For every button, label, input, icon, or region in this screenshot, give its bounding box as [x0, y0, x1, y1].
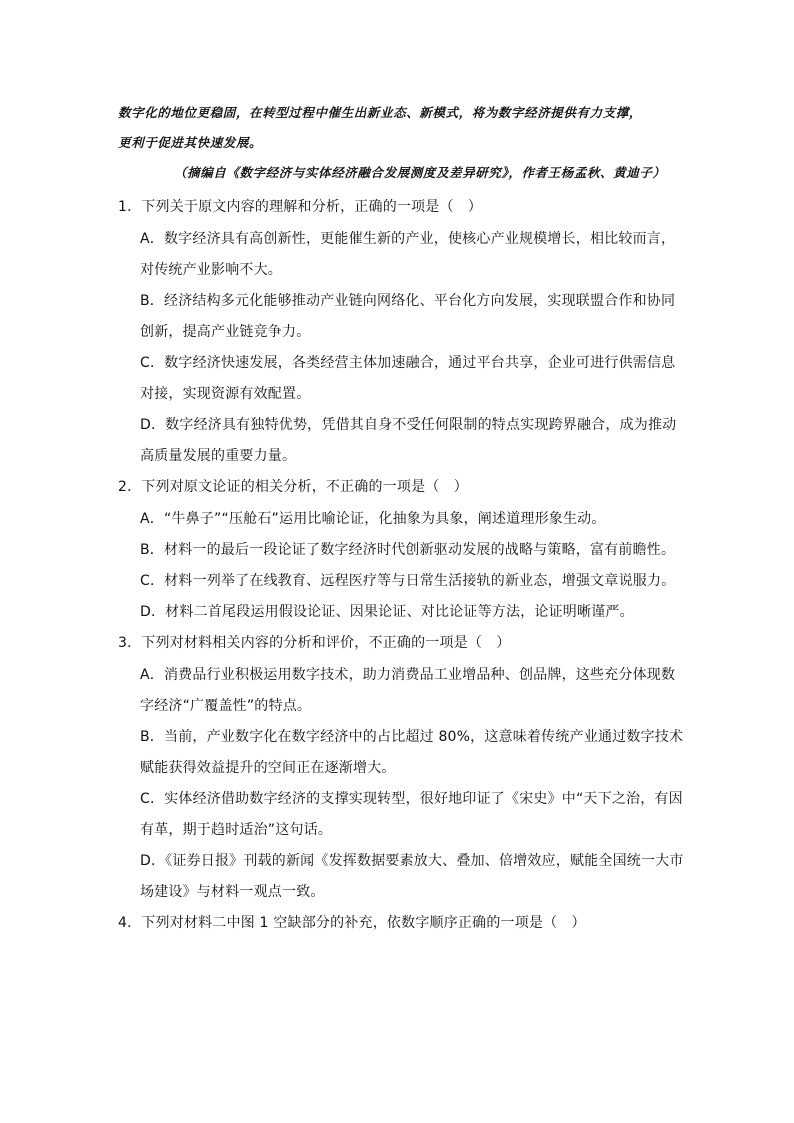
question-4-stem: 4．下列对材料二中图 1 空缺部分的补充，依数字顺序正确的一项是（ ）: [118, 915, 586, 931]
q1-option-c-cont: 对接，实现资源有效配置。: [140, 386, 311, 402]
q1-option-d: D．数字经济具有独特优势，凭借其自身不受任何限制的特点实现跨界融合，成为推动: [140, 417, 677, 433]
q3-option-c-cont: 有革，期于趋时适治”这句话。: [140, 822, 333, 838]
q1-option-d-cont: 高质量发展的重要力量。: [140, 448, 297, 464]
q2-option-a: A．“牛鼻子”“压舱石”运用比喻论证，化抽象为具象，阐述道理形象生动。: [140, 511, 606, 527]
passage-line-2: 更利于促进其快速发展。: [118, 135, 263, 150]
q3-option-a: A．消费品行业积极运用数字技术，助力消费品工业增品种、创品牌，这些充分体现数: [140, 667, 676, 683]
passage-line-1: 数字化的地位更稳固，在转型过程中催生出新业态、新模式，将为数字经济提供有力支撑，: [118, 105, 643, 120]
q1-option-b: B．经济结构多元化能够推动产业链向网络化、平台化方向发展，实现联盟合作和协同: [140, 293, 676, 309]
q3-option-c: C．实体经济借助数字经济的支撑实现转型，很好地印证了《宋史》中“天下之治，有因: [140, 791, 683, 807]
q3-option-b-cont: 赋能获得效益提升的空间正在逐渐增大。: [140, 760, 396, 776]
passage-source: （摘编自《数字经济与实体经济融合发展测度及差异研究》，作者王杨孟秋、黄迪子）: [174, 165, 666, 180]
q3-option-d-cont: 场建设》与材料一观点一致。: [140, 884, 325, 900]
q1-option-a: A．数字经济具有高创新性，更能催生新的产业，使核心产业规模增长，相比较而言，: [140, 231, 676, 247]
q2-option-d: D．材料二首尾段运用假设论证、因果论证、对比论证等方法，论证明晰谨严。: [140, 604, 634, 620]
question-1-stem: 1．下列关于原文内容的理解和分析，正确的一项是（ ）: [118, 199, 483, 215]
q2-option-c: C．材料一列举了在线教育、远程医疗等与日常生活接轨的新业态，增强文章说服力。: [140, 573, 676, 589]
q3-option-d: D．《证券日报》刊载的新闻《发挥数据要素放大、叠加、倍增效应，赋能全国统一大市: [140, 853, 684, 869]
question-2-stem: 2．下列对原文论证的相关分析，不正确的一项是（ ）: [118, 479, 468, 495]
question-3-stem: 3．下列对材料相关内容的分析和评价，不正确的一项是（ ）: [118, 635, 511, 651]
q2-option-b: B．材料一的最后一段论证了数字经济时代创新驱动发展的战略与策略，富有前瞻性。: [140, 542, 676, 558]
q3-option-a-cont: 字经济“广覆盖性”的特点。: [140, 698, 312, 714]
q1-option-a-cont: 对传统产业影响不大。: [140, 262, 282, 278]
q1-option-c: C．数字经济快速发展，各类经营主体加速融合，通过平台共享，企业可进行供需信息: [140, 355, 676, 371]
q1-option-b-cont: 创新，提高产业链竞争力。: [140, 324, 311, 340]
q3-option-b: B．当前，产业数字化在数字经济中的占比超过 80%，这意味着传统产业通过数字技术: [140, 729, 684, 745]
